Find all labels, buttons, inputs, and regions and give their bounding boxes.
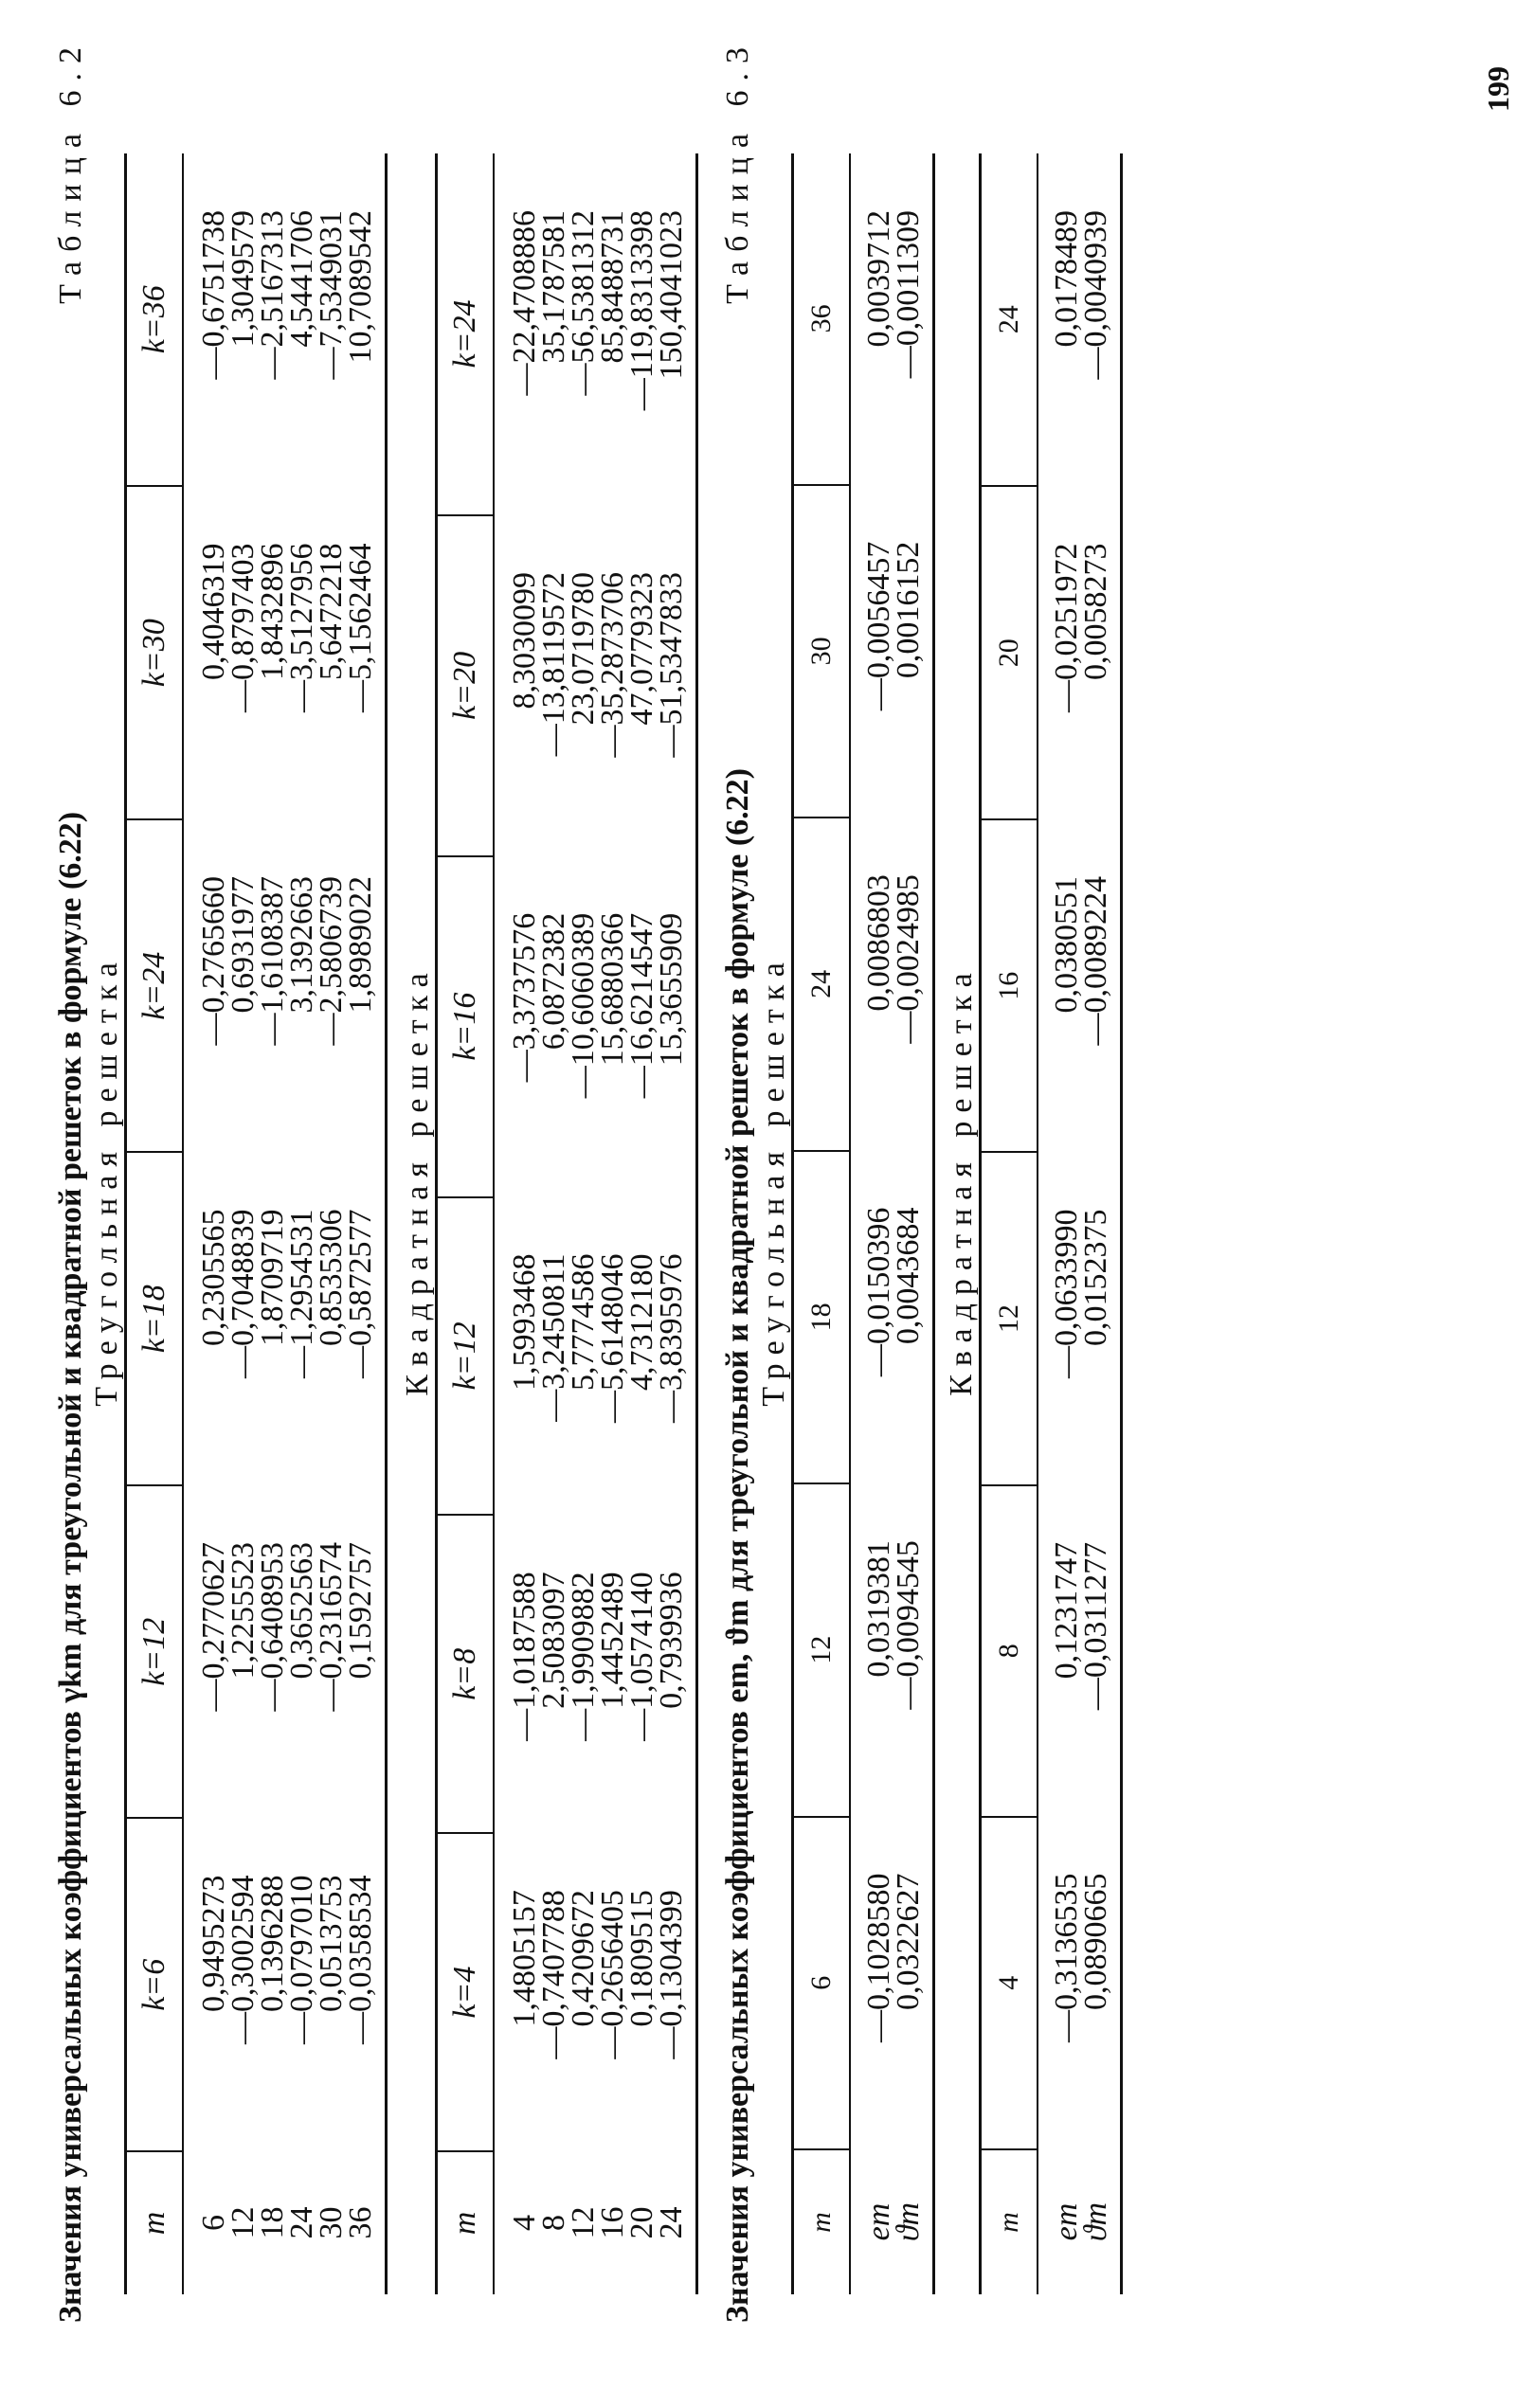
- table-cell: —5,6148046: [595, 1253, 630, 1424]
- column-header: 12: [793, 1483, 851, 1816]
- m-column-header: m: [981, 2149, 1038, 2294]
- value-column: [183, 1153, 387, 1486]
- value-column: [183, 487, 387, 820]
- table-cell: —0,7407788: [536, 1890, 571, 2059]
- table-cell: 35,1787581: [536, 210, 571, 364]
- m-value: 8: [536, 2215, 571, 2231]
- m-column-header: m: [437, 2151, 495, 2294]
- table-cell: 6,0872382: [536, 912, 571, 1051]
- table-cell: 47,0779323: [624, 571, 659, 726]
- m-value: 12: [226, 2206, 261, 2239]
- value-column: [494, 856, 697, 1197]
- table-cell: 1,8989022: [343, 876, 378, 1014]
- table-cell: —0,8797403: [226, 543, 261, 712]
- table-cell: 4,7312180: [624, 1253, 659, 1392]
- table63-square-title: Квадратная решетка: [944, 964, 979, 1396]
- value-column: [850, 1817, 934, 2149]
- value-column: [183, 1819, 387, 2152]
- table-cell: —0,2316574: [314, 1542, 349, 1712]
- column-header: 6: [793, 1817, 851, 2149]
- table-cell: —0,3002594: [226, 1875, 261, 2044]
- value-column: [850, 1483, 934, 1816]
- table-cell: 0,0890665: [1078, 1873, 1113, 2011]
- table-cell: —0,0024985: [891, 874, 926, 1044]
- table-cell: 4,5441706: [284, 210, 319, 348]
- value-column: [1038, 1485, 1122, 1817]
- m-column-header: m: [126, 2151, 184, 2294]
- table-cell: —0,2765660: [196, 876, 231, 1046]
- table-cell: —51,5347833: [654, 571, 689, 758]
- table-cell: 3,1392663: [284, 876, 319, 1014]
- column-header: 18: [793, 1151, 851, 1483]
- column-header: k=24: [126, 819, 184, 1153]
- table63-square: [979, 153, 1123, 2294]
- table-cell: —3,2450811: [536, 1253, 571, 1422]
- column-header: 36: [793, 153, 851, 485]
- table-header-row: [437, 153, 495, 2294]
- value-column: [1038, 487, 1122, 819]
- table-cell: 0,0380551: [1049, 875, 1084, 1014]
- table-cell: 0,6931977: [226, 876, 261, 1014]
- table-cell: 15,3655909: [654, 912, 689, 1067]
- table-cell: —3,8395976: [654, 1253, 689, 1424]
- column-header: k=8: [437, 1515, 495, 1833]
- table-cell: —0,2656405: [595, 1890, 630, 2059]
- column-header: k=36: [126, 153, 184, 487]
- table-cell: —16,6214547: [624, 912, 659, 1099]
- table-cell: 0,4209672: [566, 1890, 601, 2027]
- table-cell: 2,5083097: [536, 1572, 571, 1709]
- m-column-header: m: [793, 2149, 851, 2294]
- table-cell: —0,0358534: [343, 1875, 378, 2044]
- table-cell: —0,3136535: [1049, 1873, 1084, 2043]
- column-header: k=12: [126, 1485, 184, 1819]
- table-cell: —0,0056457: [861, 541, 896, 711]
- table-cell: —0,0311277: [1078, 1541, 1113, 1711]
- value-column: [183, 153, 387, 487]
- table-cell: 0,0039712: [861, 210, 896, 348]
- table-cell: —13,8119572: [536, 571, 571, 757]
- table-cell: —0,1304399: [654, 1890, 689, 2059]
- table-cell: 0,0086803: [861, 874, 896, 1012]
- table-cell: 0,0043684: [891, 1207, 926, 1345]
- value-column: [494, 1197, 697, 1516]
- table63-label: Таблица 6.3: [720, 38, 755, 304]
- m-value: 30: [314, 2206, 349, 2239]
- column-header: k=6: [126, 1819, 184, 2152]
- column-header: 4: [981, 1817, 1038, 2149]
- page-number: 199: [1481, 66, 1515, 112]
- m-value: 4: [507, 2215, 542, 2231]
- table-cell: 0,3652563: [284, 1542, 319, 1680]
- value-column: [494, 1515, 697, 1833]
- column-header: 8: [981, 1485, 1038, 1817]
- table-cell: 0,0319381: [861, 1540, 896, 1678]
- table-cell: —0,0094545: [891, 1540, 926, 1710]
- m-value: 18: [255, 2206, 290, 2239]
- table-cell: —0,0089224: [1078, 875, 1113, 1046]
- column-header: k=4: [437, 1833, 495, 2151]
- table-body-row: [183, 153, 387, 2294]
- row-label: ϑm: [891, 2201, 926, 2242]
- m-value: 24: [654, 2206, 689, 2239]
- m-value: 12: [566, 2206, 601, 2239]
- table-cell: 0,0322627: [891, 1873, 926, 2011]
- table-cell: —1,2954531: [284, 1209, 319, 1378]
- row-label: em: [1049, 2202, 1084, 2241]
- table63-caption: [719, 38, 757, 2323]
- row-label-column: [1038, 2149, 1122, 2294]
- table63-triangular-title: Треугольная решетка: [756, 954, 791, 1407]
- table-cell: 0,0513753: [314, 1875, 349, 2012]
- table62-label: Таблица 6.2: [53, 38, 88, 304]
- table-cell: 0,0016152: [891, 541, 926, 679]
- table-cell: 150,4041023: [654, 210, 689, 380]
- table-header-row: [981, 153, 1038, 2294]
- table-cell: 0,1396288: [255, 1875, 290, 2012]
- m-value: 16: [595, 2206, 630, 2239]
- value-column: [1038, 1152, 1122, 1484]
- table-cell: 5,7774586: [566, 1253, 601, 1392]
- column-header: 20: [981, 487, 1038, 819]
- table-cell: 15,6880366: [595, 912, 630, 1067]
- table-cell: —22,4708886: [507, 210, 542, 396]
- table-cell: —0,2770627: [196, 1542, 231, 1712]
- table-body-row: [494, 153, 697, 2294]
- table-cell: —1,0574140: [624, 1572, 659, 1741]
- table-header-row: [793, 153, 851, 2294]
- table-cell: —0,6408953: [255, 1542, 290, 1712]
- table-cell: 0,2305565: [196, 1209, 231, 1346]
- table-cell: —0,0040939: [1078, 210, 1113, 380]
- table-cell: 0,1231747: [1049, 1541, 1084, 1680]
- value-column: [183, 1485, 387, 1819]
- column-header: k=30: [126, 487, 184, 820]
- column-header: k=18: [126, 1153, 184, 1486]
- table-body-row: [1038, 153, 1122, 2294]
- table-cell: 0,0178489: [1049, 210, 1084, 348]
- row-label-column: [850, 2149, 934, 2294]
- table-cell: —0,0011309: [891, 210, 926, 379]
- value-column: [494, 515, 697, 856]
- column-header: k=12: [437, 1197, 495, 1516]
- table-cell: —2,5806739: [314, 876, 349, 1046]
- table-cell: —7,5349031: [314, 210, 349, 380]
- table62-triangular-title: Треугольная решетка: [89, 954, 124, 1407]
- table-cell: —0,0633990: [1049, 1209, 1084, 1378]
- table-cell: —5,1562464: [343, 543, 378, 712]
- value-column: [850, 485, 934, 818]
- value-column: [850, 153, 934, 485]
- table-cell: 0,0152375: [1078, 1209, 1113, 1346]
- table-cell: —10,6060389: [566, 912, 601, 1099]
- table-cell: —56,5381312: [566, 210, 601, 396]
- value-column: [1038, 819, 1122, 1152]
- row-label: ϑm: [1078, 2201, 1113, 2242]
- table-cell: 1,3049579: [226, 210, 261, 348]
- m-value: 24: [284, 2206, 319, 2239]
- table-cell: 0,9495273: [196, 1875, 231, 2012]
- column-header: 24: [981, 153, 1038, 487]
- table-cell: —3,5127956: [284, 543, 319, 712]
- table-cell: 0,7939936: [654, 1572, 689, 1709]
- table-cell: 1,8432896: [255, 543, 290, 680]
- table-cell: —3,3737576: [507, 912, 542, 1083]
- table-cell: —1,6108387: [255, 876, 290, 1046]
- table-cell: —1,9909882: [566, 1572, 601, 1741]
- table-cell: 0,1809515: [624, 1890, 659, 2027]
- value-column: [494, 153, 697, 515]
- table-cell: —0,5872577: [343, 1209, 378, 1378]
- table-cell: 1,5993468: [507, 1253, 542, 1392]
- table-cell: 1,2255523: [226, 1542, 261, 1680]
- table-cell: 0,0058273: [1078, 543, 1113, 680]
- table-cell: —0,0797010: [284, 1875, 319, 2044]
- column-header: k=16: [437, 856, 495, 1197]
- value-column: [850, 1151, 934, 1483]
- value-column: [1038, 153, 1122, 487]
- row-label: em: [861, 2202, 896, 2241]
- table-cell: 1,4452489: [595, 1572, 630, 1709]
- table-cell: —35,2873706: [595, 571, 630, 758]
- table63-triangular: [791, 153, 935, 2294]
- m-value: 6: [196, 2215, 231, 2231]
- column-header: 16: [981, 819, 1038, 1152]
- table-header-row: [126, 153, 184, 2294]
- table-cell: 1,4805157: [507, 1890, 542, 2027]
- table-cell: 85,8488731: [595, 210, 630, 364]
- table-cell: —0,7048839: [226, 1209, 261, 1378]
- table-cell: 0,1592757: [343, 1542, 378, 1680]
- m-value: 20: [624, 2206, 659, 2239]
- column-header: k=24: [437, 153, 495, 515]
- table62-square: [435, 153, 698, 2294]
- column-header: 30: [793, 485, 851, 818]
- table62-caption: [52, 38, 90, 2323]
- table62-triangular: [124, 153, 388, 2294]
- table-cell: —0,0150396: [861, 1207, 896, 1377]
- table62-caption-text: Значения универсальных коэффициентов γkm для треугольной и квадратной решеток в формуле (6.22): [53, 811, 88, 2323]
- table-cell: —0,0251972: [1049, 543, 1084, 712]
- value-column: [183, 819, 387, 1153]
- table62-square-title: Квадратная решетка: [400, 964, 435, 1396]
- table-cell: —0,1028580: [861, 1873, 896, 2043]
- table-cell: 23,0719780: [566, 571, 601, 726]
- table-body-row: [850, 153, 934, 2294]
- table-cell: 1,8709719: [255, 1209, 290, 1346]
- column-header: 12: [981, 1152, 1038, 1484]
- table-cell: 5,6472218: [314, 543, 349, 680]
- m-column: [183, 2151, 387, 2294]
- column-header: 24: [793, 818, 851, 1150]
- table-cell: —0,6751738: [196, 210, 231, 380]
- m-value: 36: [343, 2206, 378, 2239]
- table-cell: 0,8535306: [314, 1209, 349, 1346]
- table-cell: —1,0187588: [507, 1572, 542, 1741]
- table-cell: —2,5167313: [255, 210, 290, 380]
- value-column: [850, 818, 934, 1150]
- column-header: k=20: [437, 515, 495, 856]
- value-column: [1038, 1817, 1122, 2149]
- table-cell: 0,4046319: [196, 543, 231, 680]
- table-cell: 10,7089542: [343, 210, 378, 364]
- table63-caption-text: Значения универсальных коэффициентов em, ϑm для треугольной и квадратной решеток в формуле (6.22): [720, 768, 755, 2323]
- value-column: [494, 1833, 697, 2151]
- m-column: [494, 2151, 697, 2294]
- table-cell: —119,8313398: [624, 210, 659, 411]
- table-cell: 8,3030099: [507, 571, 542, 710]
